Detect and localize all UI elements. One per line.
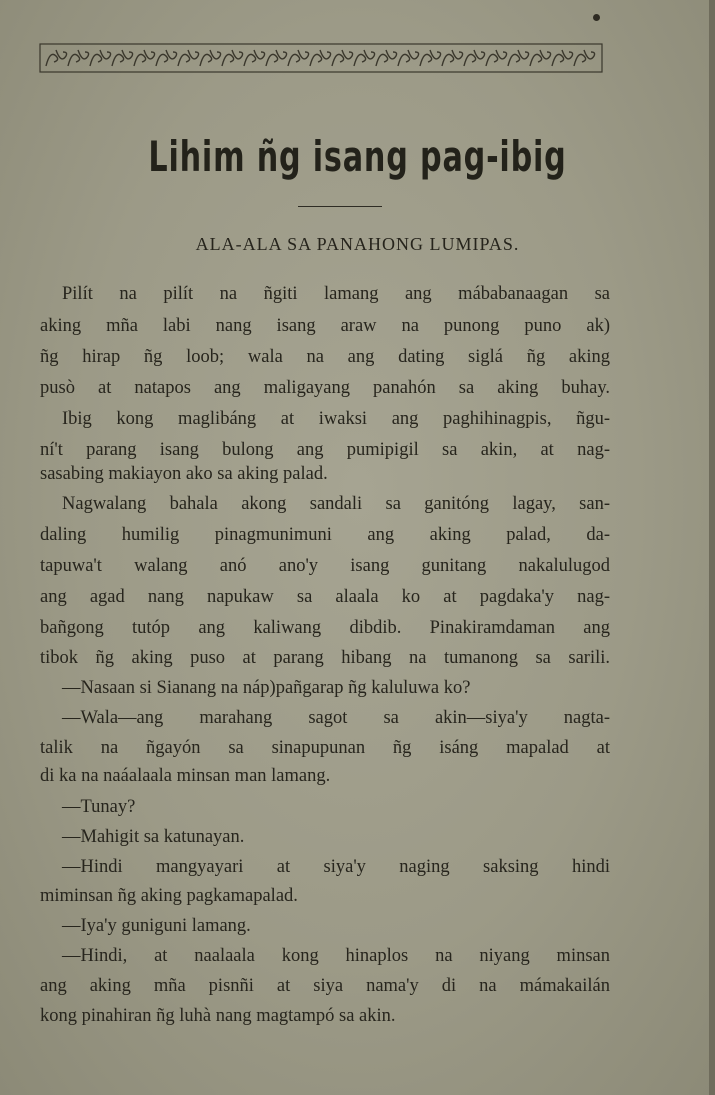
text-line: kong pinahiran ñg luhà nang magtampó sa akin. (40, 1006, 396, 1026)
text-line: —Tunay? (62, 797, 136, 817)
text-line: ang aking mña pisnñi at siya nama'y di na mámakailán (40, 976, 610, 996)
text-line: aking mña labi nang isang araw na punong puno ak) (40, 316, 610, 336)
text-line: ní't parang isang bulong ang pumipigil sa akin, at nag- (40, 440, 610, 460)
ink-spot (593, 14, 600, 21)
text-line: sasabing makiayon ako sa aking palad. (40, 464, 328, 484)
text-line: —Mahigit sa katunayan. (62, 827, 245, 847)
title-divider (298, 206, 382, 207)
text-line: di ka na naáalaala minsan man lamang. (40, 766, 331, 786)
text-line: —Hindi mangyayari at siya'y naging saksing hindi (62, 857, 610, 877)
text-line: Nagwalang bahala akong sandali sa ganitóng lagay, san- (62, 494, 610, 514)
text-line: tapuwa't walang anó ano'y isang gunitang nakalulugod (40, 556, 610, 576)
text-line: tibok ñg aking puso at parang hibang na tumanong sa sarili. (40, 648, 610, 668)
text-line: pusò at natapos ang maligayang panahón sa aking buhay. (40, 378, 610, 398)
text-line: Pilít na pilít na ñgiti lamang ang mábabanaagan sa (62, 284, 610, 304)
text-line: ang agad nang napukaw sa alaala ko at pagdaka'y nag- (40, 587, 610, 607)
text-line: talik na ñgayón sa sinapupunan ñg isáng mapalad at (40, 738, 610, 758)
text-line: bañgong tutóp ang kaliwang dibdib. Pinakiramdaman ang (40, 618, 610, 638)
text-line: ñg hirap ñg loob; wala na ang dating siglá ñg aking (40, 347, 610, 367)
ornament-scrollwork (46, 50, 595, 66)
text-line: —Wala—ang marahang sagot sa akin—siya'y nagta- (62, 708, 610, 728)
decorative-header-ornament (38, 40, 604, 76)
text-line: miminsan ñg aking pagkamapalad. (40, 886, 298, 906)
text-line: —Iya'y guniguni lamang. (62, 916, 251, 936)
page-edge-shadow (709, 0, 715, 1095)
text-line: —Hindi, at naalaala kong hinaplos na niyang minsan (62, 946, 610, 966)
text-line: daling humilig pinagmunimuni ang aking palad, da- (40, 525, 610, 545)
text-line: —Nasaan si Sianang na náp)pañgarap ñg kaluluwa ko? (62, 678, 471, 698)
chapter-title: Lihim ñg isang pag-ibig (148, 132, 567, 181)
text-line: Ibig kong maglibáng at iwaksi ang paghihinagpis, ñgu- (62, 409, 610, 429)
chapter-subtitle: ALA-ALA SA PANAHONG LUMIPAS. (195, 234, 520, 254)
